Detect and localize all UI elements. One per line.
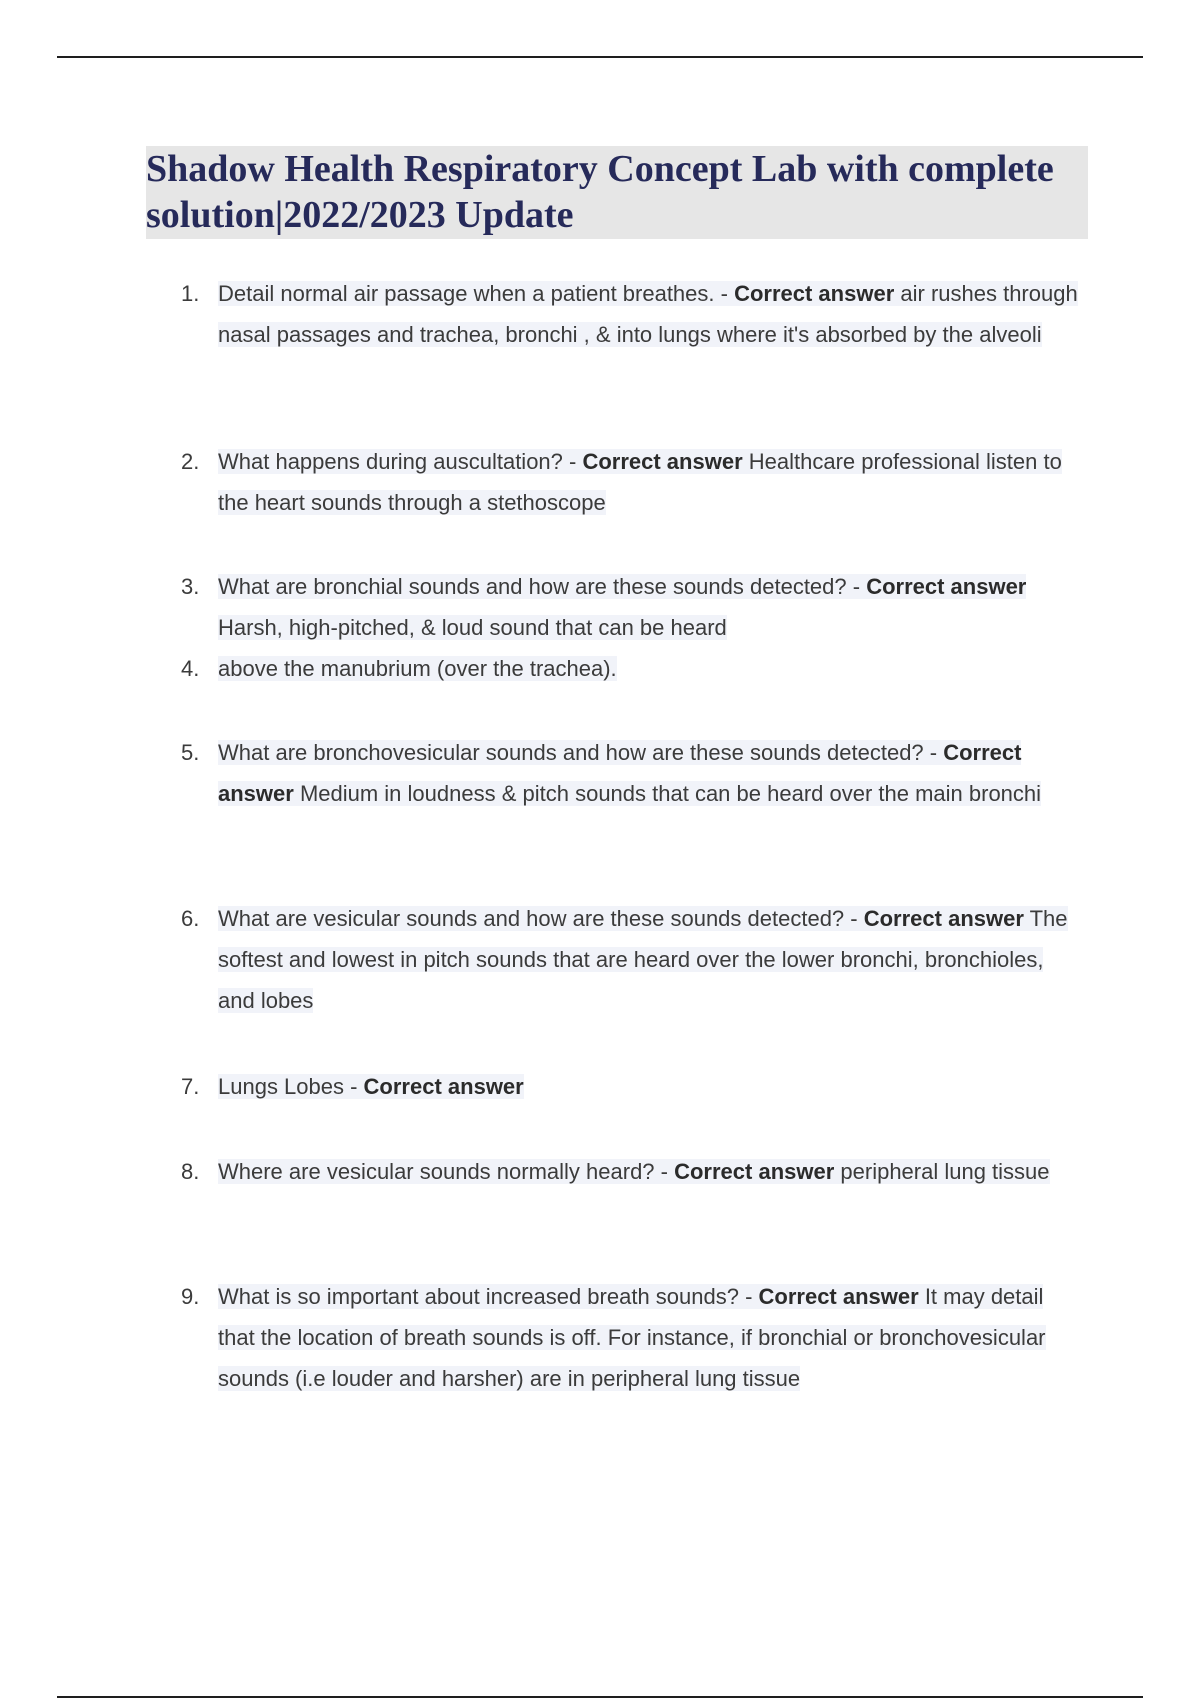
answer-label: Correct answer	[674, 1159, 835, 1184]
answer-label: Correct answer	[734, 281, 895, 306]
question-text: What are bronchial sounds and how are these sounds detected? -	[218, 574, 867, 599]
answer-label: Correct answer	[866, 574, 1027, 599]
item-body	[218, 1151, 1078, 1192]
answer-text: It may detail that the location of breath sounds is off. For instance, if bronchial or bronchovesicular sounds (i.e louder and harsher) are in peripheral lung tissue	[218, 1284, 1046, 1391]
answer-text: air rushes through nasal passages and trachea, bronchi , & into lungs where it's absorbed by the alveoli	[218, 281, 1078, 347]
question-text: What are vesicular sounds and how are these sounds detected? -	[218, 906, 864, 931]
question-text: What happens during auscultation? -	[218, 449, 583, 474]
item-body	[218, 732, 1078, 814]
item-text: above the manubrium (over the trachea).	[218, 656, 617, 681]
item-body	[218, 1066, 1078, 1107]
item-number: 4.	[181, 656, 200, 681]
item-number: 9.	[181, 1284, 200, 1309]
title-block	[146, 146, 1088, 239]
item-body	[218, 566, 1078, 648]
bottom-rule	[57, 1696, 1143, 1698]
answer-label: Correct answer	[218, 740, 1022, 806]
item-number: 5.	[181, 740, 200, 765]
question-text: What is so important about increased breath sounds? -	[218, 1284, 759, 1309]
answer-text: peripheral lung tissue	[834, 1159, 1050, 1184]
question-text: Where are vesicular sounds normally heard? -	[218, 1159, 675, 1184]
answer-label: Correct answer	[758, 1284, 919, 1309]
item-number: 6.	[181, 906, 200, 931]
question-text: Detail normal air passage when a patient breathes. -	[218, 281, 735, 306]
item-body	[218, 273, 1078, 355]
top-rule	[57, 56, 1143, 58]
item-number: 2.	[181, 449, 200, 474]
answer-label: Correct answer	[363, 1074, 524, 1099]
answer-text: The softest and lowest in pitch sounds that are heard over the lower bronchi, bronchioles, and lobes	[218, 906, 1068, 1013]
answer-label: Correct answer	[863, 906, 1024, 931]
answer-text: Harsh, high-pitched, & loud sound that can be heard	[218, 615, 727, 640]
item-body	[218, 898, 1078, 1021]
item-number: 1.	[181, 281, 200, 306]
question-text: Lungs Lobes -	[218, 1074, 364, 1099]
item-number: 8.	[181, 1159, 200, 1184]
item-body	[218, 1276, 1078, 1399]
answer-label: Correct answer	[582, 449, 743, 474]
page-title: Shadow Health Respiratory Concept Lab with complete solution|2022/2023 Update	[146, 148, 1054, 236]
item-number: 3.	[181, 574, 200, 599]
question-text: What are bronchovesicular sounds and how are these sounds detected? -	[218, 740, 944, 765]
answer-text: Healthcare professional listen to the heart sounds through a stethoscope	[218, 449, 1062, 515]
answer-text: Medium in loudness & pitch sounds that can be heard over the main bronchi	[293, 781, 1042, 806]
item-number: 7.	[181, 1074, 200, 1099]
item-body	[218, 441, 1078, 523]
item-body	[218, 648, 1078, 689]
